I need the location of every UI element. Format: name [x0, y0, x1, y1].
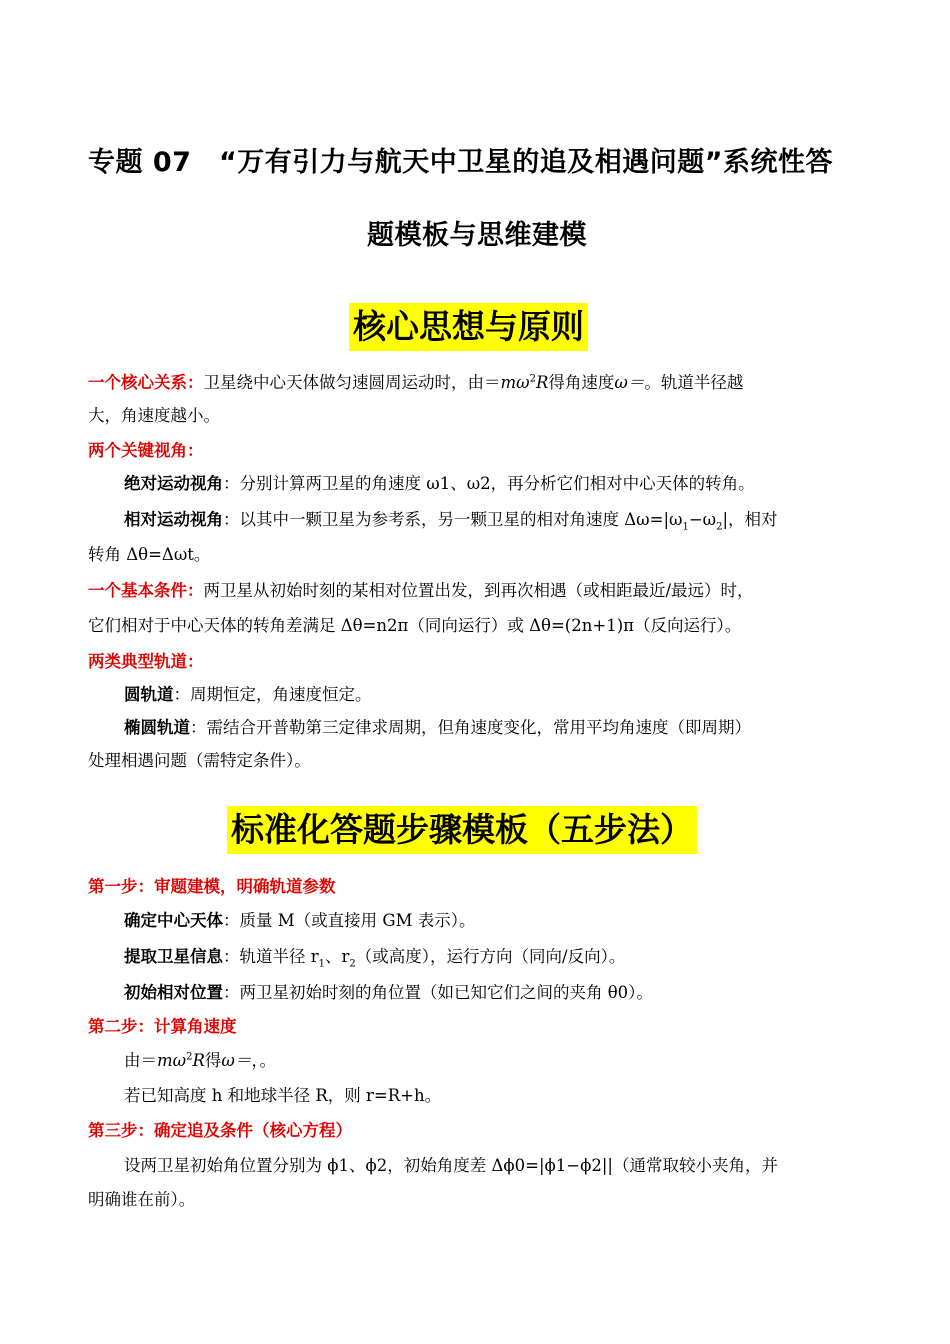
relative-view-text-b: |，相对 — [722, 510, 778, 529]
step2-text-b: 得 — [204, 1051, 222, 1070]
step2-text-c: ，。 — [251, 1051, 277, 1070]
step1-sat-text-a: ：轨道半径 r — [223, 947, 319, 966]
step2-sup: 2 — [186, 1051, 193, 1063]
step1-sat-line — [124, 946, 625, 968]
step1-center-label: 确定中心天体 — [124, 911, 223, 930]
section-heading-steps: 标准化答题步骤模板（五步法） — [227, 806, 697, 854]
step1-initial-label: 初始相对位置 — [124, 983, 223, 1002]
step2-m-omega: mω — [157, 1051, 187, 1070]
core-relation-text-c: 。轨道半径越 — [644, 373, 744, 392]
absolute-view-text: ：分别计算两卫星的角速度 ω1、ω2，再分析它们相对中心天体的转角。 — [223, 474, 755, 493]
core-relation-label: 一个核心关系： — [88, 373, 204, 392]
relative-view-label: 相对运动视角 — [124, 510, 223, 529]
step1-center-line — [124, 910, 475, 932]
step2-heading: 第二步：计算角速度 — [88, 1017, 237, 1036]
circle-orbit-line — [124, 684, 372, 706]
formula-sup: 2 — [529, 373, 536, 385]
relative-view-text-a: ：以其中一颗卫星为参考系，另一颗卫星的相对角速度 Δω=|ω — [223, 510, 683, 529]
step2-omega-eq: ω＝ — [221, 1051, 252, 1070]
step1-sat-sub1: 1 — [318, 958, 326, 970]
core-relation-line1 — [88, 372, 743, 394]
step1-sat-mid: 、r — [325, 947, 350, 966]
step1-initial-text: ：两卫星初始时刻的角位置（如已知它们之间的夹角 θ0）。 — [223, 983, 653, 1002]
section-heading-core: 核心思想与原则 — [349, 303, 588, 351]
relative-dash: −ω — [688, 510, 717, 529]
basic-condition-line1 — [88, 580, 754, 602]
relative-sub2: 2 — [716, 521, 723, 533]
two-views-label: 两个关键视角： — [88, 441, 204, 460]
step3-line1: 设两卫星初始角位置分别为 ϕ1、ϕ2，初始角度差 Δϕ0=|ϕ1−ϕ2||（通常取较小夹角，并 — [124, 1156, 778, 1175]
doc-title-line1: 专题 07 “万有引力与航天中卫星的追及相遇问题”系统性答 — [88, 147, 833, 178]
absolute-view-label: 绝对运动视角 — [124, 474, 223, 493]
step1-initial-line — [124, 982, 653, 1004]
step1-center-text: ：质量 M（或直接用 GM 表示）。 — [223, 911, 476, 930]
step3-heading: 第三步：确定追及条件（核心方程） — [88, 1121, 352, 1140]
core-relation-line2: 大，角速度越小。 — [88, 406, 220, 425]
ellipse-orbit-line1 — [124, 717, 751, 739]
circle-orbit-text: ：周期恒定，角速度恒定。 — [173, 685, 372, 704]
relative-view-line2: 转角 Δθ=Δωt。 — [88, 545, 211, 564]
ellipse-orbit-text: ：需结合开普勒第三定律求周期，但角速度变化，常用平均角速度（即周期） — [190, 718, 751, 737]
formula-m-omega: mω — [500, 373, 530, 392]
step1-sat-label: 提取卫星信息 — [124, 947, 223, 966]
circle-orbit-label: 圆轨道 — [124, 685, 174, 704]
basic-condition-line2: 它们相对于中心天体的转角差满足 Δθ=n2π（同向运行）或 Δθ=(2n+1)π（反向运行）。 — [88, 616, 742, 635]
core-relation-text-a: 卫星绕中心天体做匀速圆周运动时，由＝ — [203, 373, 501, 392]
doc-title-line2: 题模板与思维建模 — [367, 220, 587, 251]
formula-R: R — [535, 373, 549, 392]
relative-sub1: 1 — [682, 521, 689, 533]
step2-line1 — [124, 1050, 276, 1072]
relative-view-line1 — [124, 509, 778, 531]
step2-R: R — [192, 1051, 205, 1070]
basic-condition-label: 一个基本条件： — [88, 581, 204, 600]
core-relation-text-b: 得角速度 — [548, 373, 615, 392]
ellipse-orbit-label: 椭圆轨道 — [124, 718, 190, 737]
step2-line2: 若已知高度 h 和地球半径 R，则 r=R+h。 — [124, 1086, 442, 1105]
orbit-types-label: 两类典型轨道： — [88, 652, 204, 671]
step1-sat-sub2: 2 — [349, 958, 356, 970]
absolute-view-line — [124, 473, 755, 495]
step3-line2: 明确谁在前）。 — [88, 1190, 196, 1209]
step1-sat-text-b: （或高度），运行方向（同向/反向）。 — [355, 947, 626, 966]
formula-omega-eq: ω＝ — [614, 373, 645, 392]
step2-text-a: 由＝ — [124, 1051, 157, 1070]
basic-condition-text: 两卫星从初始时刻的某相对位置出发，到再次相遇（或相距最近/最远）时， — [203, 581, 754, 600]
step1-heading: 第一步：审题建模，明确轨道参数 — [88, 877, 336, 896]
ellipse-orbit-line2: 处理相遇问题（需特定条件）。 — [88, 751, 311, 770]
